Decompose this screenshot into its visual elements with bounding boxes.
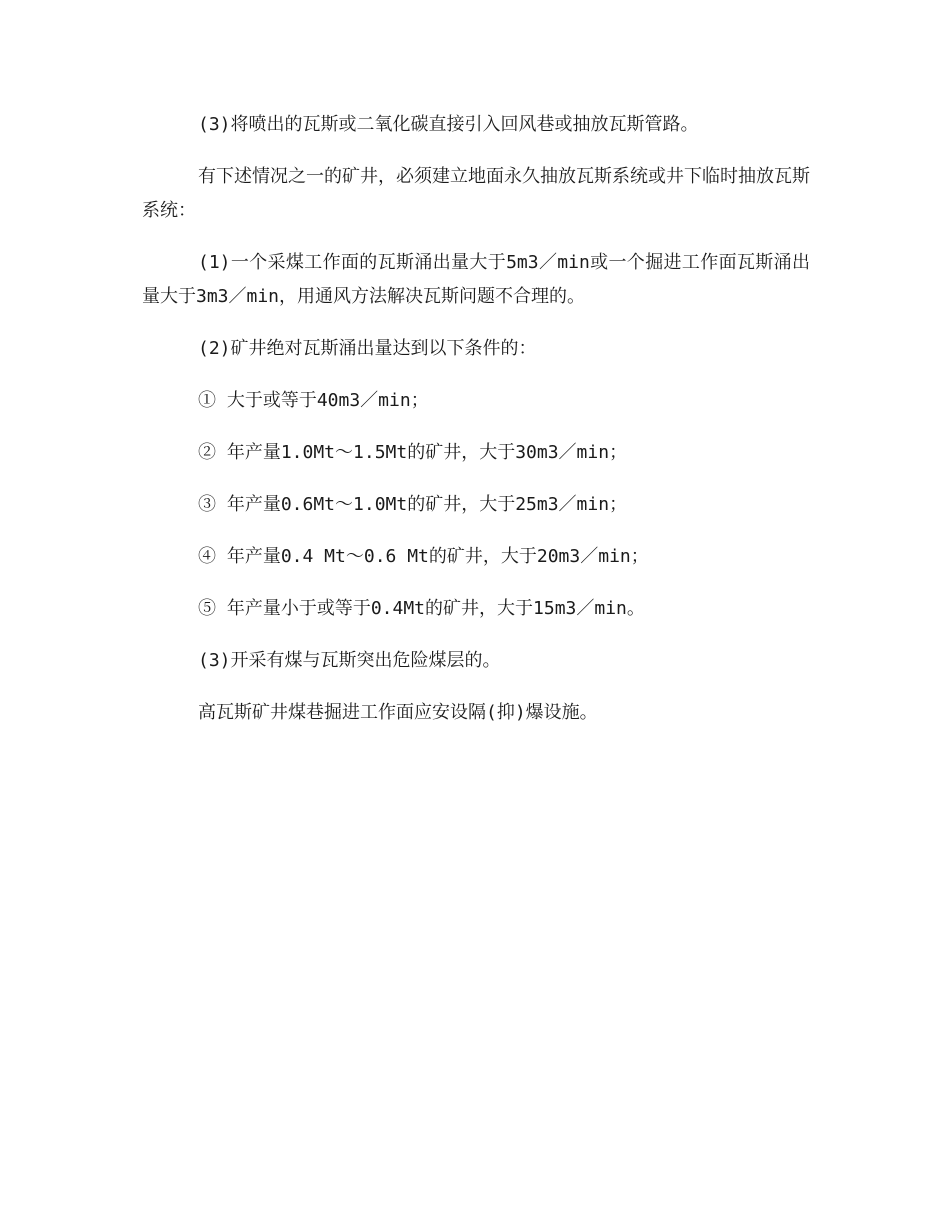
- document-body: [142, 108, 810, 748]
- paragraph-drain-gas-to-return: (3)将喷出的瓦斯或二氧化碳直接引入回风巷或抽放瓦斯管路。: [198, 114, 699, 135]
- list-item-threshold-4: ④ 年产量0.4 Mt～0.6 Mt的矿井，大于20m3／min；: [198, 546, 649, 567]
- paragraph-condition-3: (3)开采有煤与瓦斯突出危险煤层的。: [198, 650, 501, 671]
- list-item-threshold-3: ③ 年产量0.6Mt～1.0Mt的矿井，大于25m3／min；: [198, 494, 628, 515]
- paragraph-condition-1: (1)一个采煤工作面的瓦斯涌出量大于5m3／min或一个掘进工作面瓦斯涌出量大于3m3／min，用通风方法解决瓦斯问题不合理的。: [142, 252, 810, 307]
- list-item-threshold-5: ⑤ 年产量小于或等于0.4Mt的矿井，大于15m3／min。: [198, 598, 645, 619]
- paragraph-condition-2: (2)矿井绝对瓦斯涌出量达到以下条件的：: [198, 338, 537, 359]
- paragraph-explosion-barrier: 高瓦斯矿井煤巷掘进工作面应安设隔(抑)爆设施。: [198, 702, 598, 723]
- list-item-threshold-2: ② 年产量1.0Mt～1.5Mt的矿井，大于30m3／min；: [198, 442, 628, 463]
- list-item-threshold-1: ① 大于或等于40m3／min；: [198, 390, 429, 411]
- paragraph-drainage-system-requirement: 有下述情况之一的矿井，必须建立地面永久抽放瓦斯系统或井下临时抽放瓦斯系统：: [142, 166, 810, 221]
